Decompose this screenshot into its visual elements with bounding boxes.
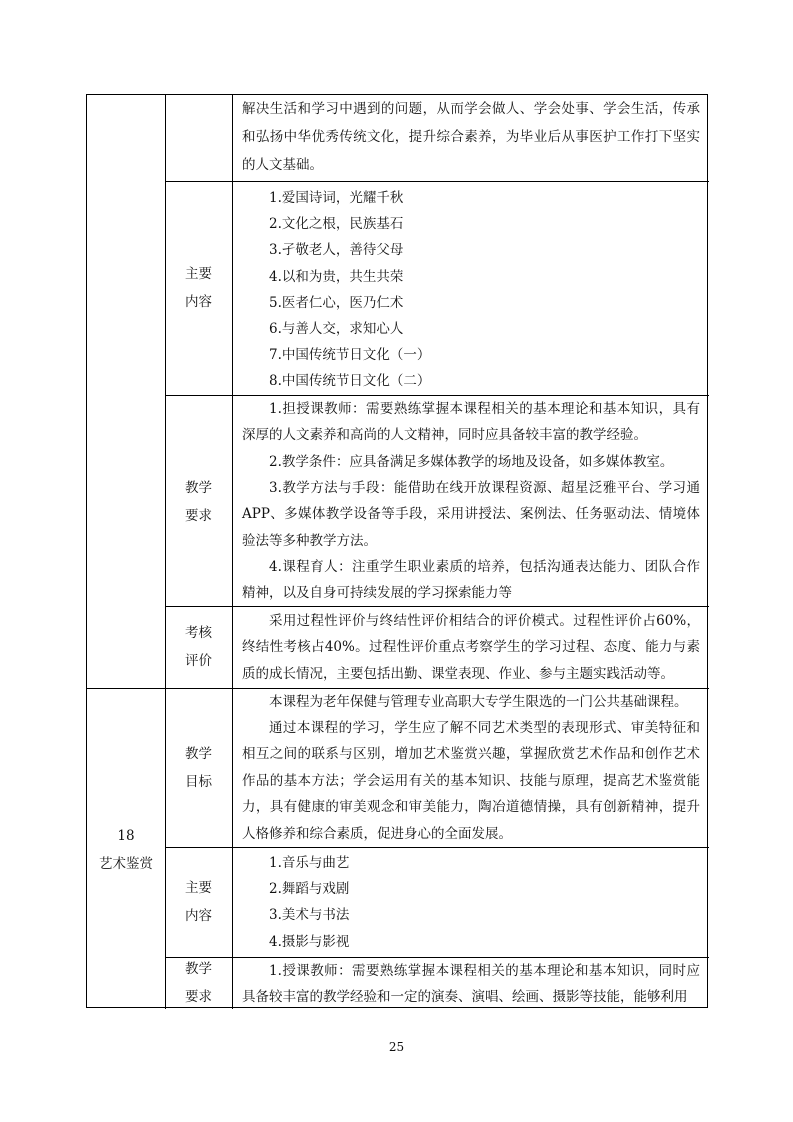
goal-paragraph: 通过本课程的学习，学生应了解不同艺术类型的表现形式、审美特征和相互之间的联系与区别，增加艺术鉴赏兴趣，掌握欣赏艺术作品和创作艺术作品的基本方法；学会运用有关的基本知识、技能与原理，提高艺术鉴赏能力，具有健康的审美观念和审美能力，陶冶道德情操，具有创新精神，提升人格修养和综合素质，促进身心的全面发展。 bbox=[242, 720, 700, 842]
requirement-item: 1.担授课教师：需要熟练掌握本课程相关的基本理论和基本知识，具有深厚的人文素养和高尚的人文精神，同时应具备较丰富的教学经验。 bbox=[242, 401, 700, 444]
content-label: 主要 内容 bbox=[185, 266, 212, 310]
content-item: 6.与善人交，求知心人 bbox=[269, 321, 404, 337]
requirement-item: 2.教学条件：应具备满足多媒体教学的场地及设备，如多媒体教室。 bbox=[269, 454, 674, 470]
course-number: 18 bbox=[117, 828, 135, 844]
content-item: 3.美术与书法 bbox=[269, 907, 350, 923]
requirements-label: 教学 要求 bbox=[185, 961, 212, 1005]
content-item: 5.医者仁心，医乃仁术 bbox=[269, 295, 404, 311]
content-item: 1.爱国诗词，光耀千秋 bbox=[269, 190, 404, 206]
column-divider-1 bbox=[165, 95, 166, 1009]
content-item: 2.舞蹈与戏剧 bbox=[269, 881, 350, 897]
content-item: 3.孑敬老人，善待父母 bbox=[269, 242, 404, 258]
content-item: 2.文化之根，民族基石 bbox=[269, 216, 404, 232]
content-item: 8.中国传统节日文化（二） bbox=[269, 373, 431, 389]
row-divider bbox=[165, 181, 709, 182]
course-name: 艺术鉴赏 bbox=[99, 856, 153, 872]
evaluation-text: 采用过程性评价与终结性评价相结合的评价模式。过程性评价占60%，终结性考核占40%。过程性评价重点考察学生的学习过程、态度、能力与素质的成长情况，主要包括出勤、课堂表现、作业、参与主题实践活动等。 bbox=[242, 613, 700, 682]
goal-paragraph: 本课程为老年保健与管理专业高职大专学生限选的一门公共基础课程。 bbox=[269, 694, 688, 710]
content-label: 主要 内容 bbox=[185, 880, 212, 924]
content-item: 4.以和为贵，共生共荣 bbox=[269, 269, 404, 285]
evaluation-label: 考核 评价 bbox=[185, 625, 212, 669]
page-number: 25 bbox=[388, 1040, 405, 1054]
content-item: 4.摄影与影视 bbox=[269, 934, 350, 950]
content-item: 7.中国传统节日文化（一） bbox=[269, 347, 431, 363]
column-divider-2 bbox=[232, 95, 233, 1009]
requirement-item: 3.教学方法与手段：能借助在线开放课程资源、超星泛雅平台、学习通APP、多媒体教学设备等手段，采用讲授法、案例法、任务驱动法、情境体验法等多种教学方法。 bbox=[242, 480, 700, 549]
content-item: 1.音乐与曲艺 bbox=[269, 855, 350, 871]
goal-label: 教学 目标 bbox=[185, 746, 212, 790]
requirement-item: 1.授课教师：需要熟练掌握本课程相关的基本理论和基本知识，同时应具备较丰富的教学经验和一定的演奏、演唱、绘画、摄影等技能，能够利用 bbox=[242, 963, 700, 1006]
course-title bbox=[87, 822, 165, 878]
goal-text-tail: 解决生活和学习中遇到的问题，从而学会做人、学会处事、学会生活，传承和弘扬中华优秀传统文化，提升综合素养，为毕业后从事医护工作打下坚实的人文基础。 bbox=[242, 101, 700, 173]
requirements-label: 教学 要求 bbox=[185, 480, 212, 524]
curriculum-table bbox=[86, 94, 708, 1008]
row-divider bbox=[165, 847, 709, 848]
requirement-item: 4.课程育人：注重学生职业素质的培养，包括沟通表达能力、团队合作精神，以及自身可持续发展的学习探索能力等 bbox=[242, 559, 700, 602]
